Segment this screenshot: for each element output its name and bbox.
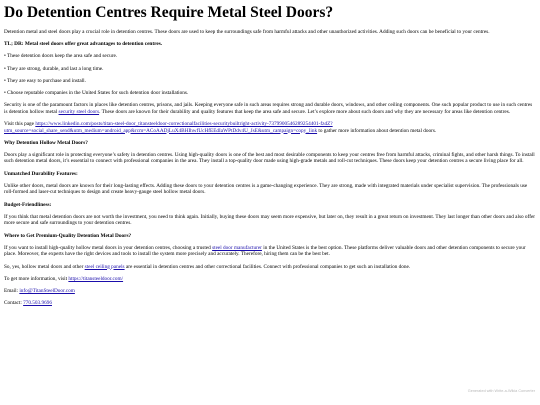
bullet-item: • They are easy to purchase and install. (4, 77, 86, 84)
more-info-paragraph (4, 276, 536, 283)
why-paragraph: Doors play a significant role in protecting everyone’s safety in detention centres. Using high-quality doors is one of the best and most desirable components to keep your centres free from harmful attacks, criminal fights, and other harsh things. To install such detention metal doors, it’s essential to connect with professional companies in the area. They install a top-quality door made using high-grade metals and roll-cut techniques. These doors keep your detention centres a secure living place for all. (4, 151, 535, 165)
phone-link[interactable]: 770.503.9696 (23, 300, 52, 307)
budget-paragraph: If you think that metal detention doors are not worth the investment, you need to think again. Initially, buying these doors may seem more expensive, but later on, they result in a great return on investment. They last longer than other doors and also offer more secure and safe surroundings to your detention centres. (4, 213, 536, 227)
visit-text-before: Visit this page (4, 120, 36, 127)
steel-door-manufacturer-link[interactable]: steel door manufacturer (212, 244, 262, 251)
security-paragraph (4, 102, 536, 115)
tldr-heading: TL; DR: Metal steel doors offer great advantages to detention centres. (4, 41, 163, 48)
conclusion-text-before: So, yes, hollow metal doors and other (4, 263, 85, 270)
where-text-before: If you want to install high-quality hollow metal doors in your detention centres, choosing a trusted (4, 244, 213, 251)
more-info-label: To get more information, visit (4, 275, 69, 282)
conclusion-paragraph (4, 264, 536, 271)
steel-ceiling-panels-link[interactable]: steel ceiling panels (84, 263, 125, 270)
where-paragraph (4, 245, 536, 258)
visit-text-after: to gather more information about detention metal doors. (317, 127, 437, 134)
durability-paragraph: Unlike other doors, metal doors are known for their long-lasting effects. Adding these doors to your detention centres is a game-changing experience. They are strong, made with integrated materials under specialist supervision. The professionals use roll-formed and laser-cut techniques to design and create heavy-gauge steel hollow metal doors. (4, 182, 528, 196)
durability-heading: Unmatched Durability Features: (4, 170, 78, 177)
page-title: Do Detention Centres Require Metal Steel Doors? (4, 4, 334, 21)
website-link[interactable]: https://titansteeldoor.com/ (68, 275, 124, 282)
bullet-item: • These detention doors keep the area safe and secure. (4, 53, 118, 60)
linkedin-post-link[interactable]: https://www.linkedin.com/posts/titan-steel-door_titansteeldoor-correctionalfacilities-securitybuiltright-activity-7379900546289254401-fzdZ?utm_source=social_share_send&utm_medium=android_app&rcm=ACoAADjLuX4BHIhwfUcHfEEdIaWPtDdv4U_JsE&utm_campaign=copy_link (4, 120, 333, 134)
email-link[interactable]: info@TitanSteelDoor.com (19, 287, 75, 294)
email-label: Email: (4, 287, 20, 294)
bullet-item: • They are strong, durable, and last a long time. (4, 65, 104, 72)
security-steel-doors-link[interactable]: security steel doors (58, 108, 100, 115)
security-text-after: . These doors are known for their durability and quality features that keep the area safe and secure. Let’s explore more about such doors and why they are necessary for areas like detention centres. (99, 108, 511, 115)
visit-paragraph (4, 121, 536, 134)
where-heading: Where to Get Premium-Quality Detention Metal Doors? (4, 232, 132, 239)
budget-heading: Budget-Friendliness: (4, 201, 52, 208)
conclusion-text-after: are essential in detention centres and other correctional facilities. Connect with professional companies to get such an installation done. (124, 263, 411, 270)
where-text-after: in the United States is the best option. These platforms deliver valuable doors and other detention components to secure your place. Moreover, the experts have the right devices and tools to install the system more precisely and accurately. Therefore, hiring them can be the best bet. (4, 244, 526, 258)
security-text-before: Security is one of the paramount factors in places like detention centres, prisons, and jails. Keeping everyone safe in such areas requires strong and durable doors, windows, and other ceiling components. One such popular product to use in such centres is detention hollow metal (4, 102, 533, 115)
bullet-item: • Choose reputable companies in the United States for such detention door installations. (4, 89, 189, 96)
email-paragraph (4, 288, 536, 295)
intro-paragraph: Detention metal and steel doors play a crucial role in detention centres. These doors are used to keep the surroundings safe from harmful attacks and other unauthorized activities. Adding such doors can be beneficial to your centres. (4, 29, 490, 35)
contact-paragraph (4, 300, 536, 307)
why-heading: Why Detention Hollow Metal Doors? (4, 139, 88, 146)
watermark: Generated with Write-a-Wikia Converter (467, 389, 535, 393)
contact-label: Contact: (4, 300, 24, 307)
